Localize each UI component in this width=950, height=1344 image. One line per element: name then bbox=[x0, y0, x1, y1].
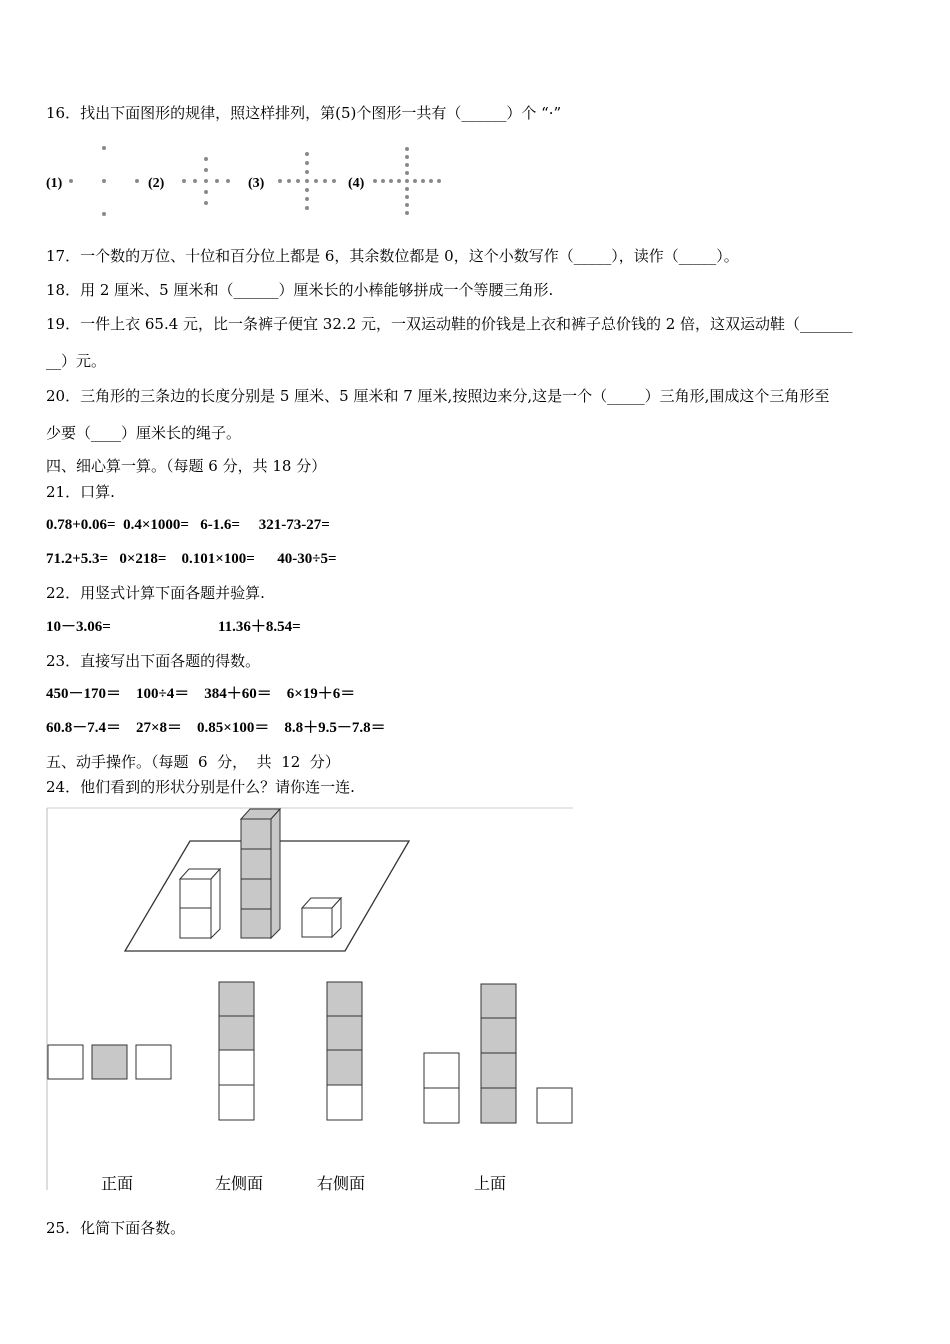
view-top-shape bbox=[424, 984, 572, 1123]
q19-line1: 19．一件上衣 65.4 元，比一条裤子便宜 32.2 元，一双运动鞋的价钱是上衣和裤子总价钱的 2 倍，这双运动鞋（_______ bbox=[46, 315, 853, 333]
figure-label-1: (1) bbox=[46, 176, 63, 191]
q16-text: 16．找出下面图形的规律，照这样排列，第(5)个图形一共有（______）个 “·” bbox=[46, 104, 562, 122]
q24-title: 24．他们看到的形状分别是什么？请你连一连. bbox=[46, 778, 355, 796]
q22-problem-1: 10－3.06= bbox=[46, 619, 111, 635]
cube-single bbox=[302, 898, 341, 937]
section-5-heading: 五、动手操作。（每题 6 分， 共 12 分） bbox=[46, 753, 340, 771]
figure-label-2: (2) bbox=[148, 176, 165, 191]
q21-row1: 0.78+0.06= 0.4×1000= 6-1.6= 321-73-27= bbox=[46, 517, 330, 533]
q22-title: 22．用竖式计算下面各题并验算. bbox=[46, 584, 265, 602]
q18-text: 18．用 2 厘米、5 厘米和（______）厘米长的小棒能够拼成一个等腰三角形. bbox=[46, 281, 554, 299]
q23-row2: 60.8－7.4＝ 27×8＝ 0.85×100＝ 8.8＋9.5－7.8＝ bbox=[46, 720, 386, 736]
q23-row1: 450－170＝ 100÷4＝ 384＋60＝ 6×19＋6＝ bbox=[46, 686, 356, 702]
view-left-shape bbox=[219, 982, 254, 1120]
q17-text: 17．一个数的万位、十位和百分位上都是 6，其余数位都是 0，这个小数写作（_____），读作（_____）。 bbox=[46, 247, 739, 265]
figure-label-3: (3) bbox=[248, 176, 265, 191]
q21-title: 21．口算. bbox=[46, 483, 115, 501]
view-label-left: 左侧面 bbox=[215, 1174, 264, 1193]
q20-line2: 少要（____）厘米长的绳子。 bbox=[46, 424, 242, 442]
q19-line2: __）元。 bbox=[46, 352, 107, 370]
view-front-shape bbox=[48, 1045, 171, 1079]
figure-label-4: (4) bbox=[348, 176, 365, 191]
view-label-top: 上面 bbox=[474, 1174, 507, 1193]
view-label-front: 正面 bbox=[101, 1174, 134, 1193]
q22-problem-2: 11.36＋8.54= bbox=[218, 619, 301, 635]
q20-line1: 20．三角形的三条边的长度分别是 5 厘米、5 厘米和 7 厘米,按照边来分,这是一个（_____）三角形,围成这个三角形至 bbox=[46, 387, 830, 405]
q23-title: 23．直接写出下面各题的得数。 bbox=[46, 652, 261, 670]
q25-text: 25．化简下面各数。 bbox=[46, 1219, 186, 1237]
cube-stack-tall bbox=[241, 809, 280, 938]
section-4-heading: 四、细心算一算。（每题 6 分，共 18 分） bbox=[46, 457, 327, 475]
view-right-shape bbox=[327, 982, 362, 1120]
cube-stack-left bbox=[180, 869, 220, 938]
q21-row2: 71.2+5.3= 0×218= 0.101×100= 40-30÷5= bbox=[46, 551, 337, 567]
view-label-right: 右侧面 bbox=[317, 1174, 366, 1193]
